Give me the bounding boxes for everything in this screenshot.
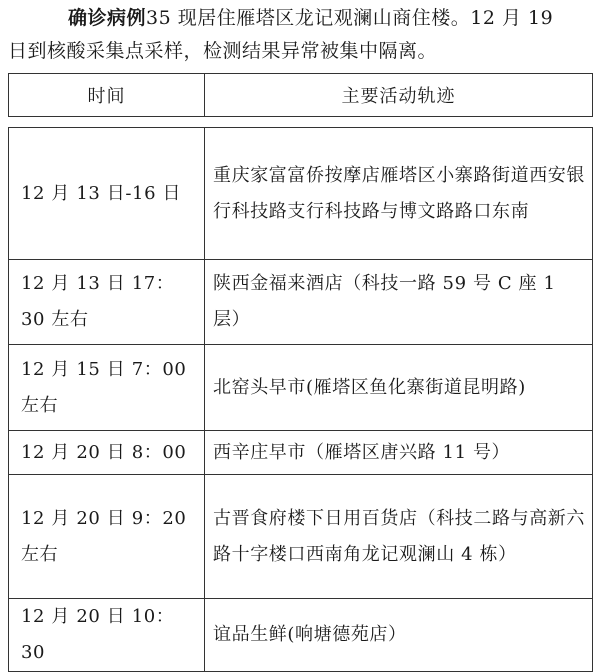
table-row [9, 128, 593, 260]
header-time: 时间 [9, 74, 205, 117]
table-row [9, 260, 593, 345]
row-time: 12 月 20 日 9：20 左右 [9, 475, 205, 599]
case-intro [8, 2, 592, 68]
row-time: 12 月 13 日-16 日 [9, 128, 205, 260]
table-row [9, 431, 593, 475]
row-place: 陕西金福来酒店（科技一路 59 号 C 座 1 层） [205, 260, 593, 345]
case-label: 确诊病例 [68, 7, 147, 29]
header-activity: 主要活动轨迹 [205, 74, 593, 117]
table-row [9, 345, 593, 431]
row-place: 谊品生鲜(响塘德苑店） [205, 599, 593, 672]
case-summary-1: 35 现居住雁塔区龙记观澜山商住楼。12 月 19 [146, 7, 554, 29]
row-place: 北窑头早市(雁塔区鱼化寨街道昆明路) [205, 345, 593, 431]
table-row [9, 475, 593, 599]
row-time: 12 月 13 日 17：30 左右 [9, 260, 205, 345]
table-header [8, 73, 593, 117]
row-time: 12 月 15 日 7：00 左右 [9, 345, 205, 431]
trajectory-table [8, 127, 593, 672]
row-time: 12 月 20 日 8：00 [9, 431, 205, 475]
row-place: 古晋食府楼下日用百货店（科技二路与高新六路十字楼口西南角龙记观澜山 4 栋） [205, 475, 593, 599]
row-time: 12 月 20 日 10：30 [9, 599, 205, 672]
intro-line-1 [8, 2, 592, 35]
table-row [9, 599, 593, 672]
row-place: 重庆家富富侨按摩店雁塔区小寨路街道西安银行科技路支行科技路与博文路路口东南 [205, 128, 593, 260]
row-place: 西辛庄早市（雁塔区唐兴路 11 号） [205, 431, 593, 475]
case-summary-2: 日到核酸采集点采样，检测结果异常被集中隔离。 [8, 40, 438, 62]
